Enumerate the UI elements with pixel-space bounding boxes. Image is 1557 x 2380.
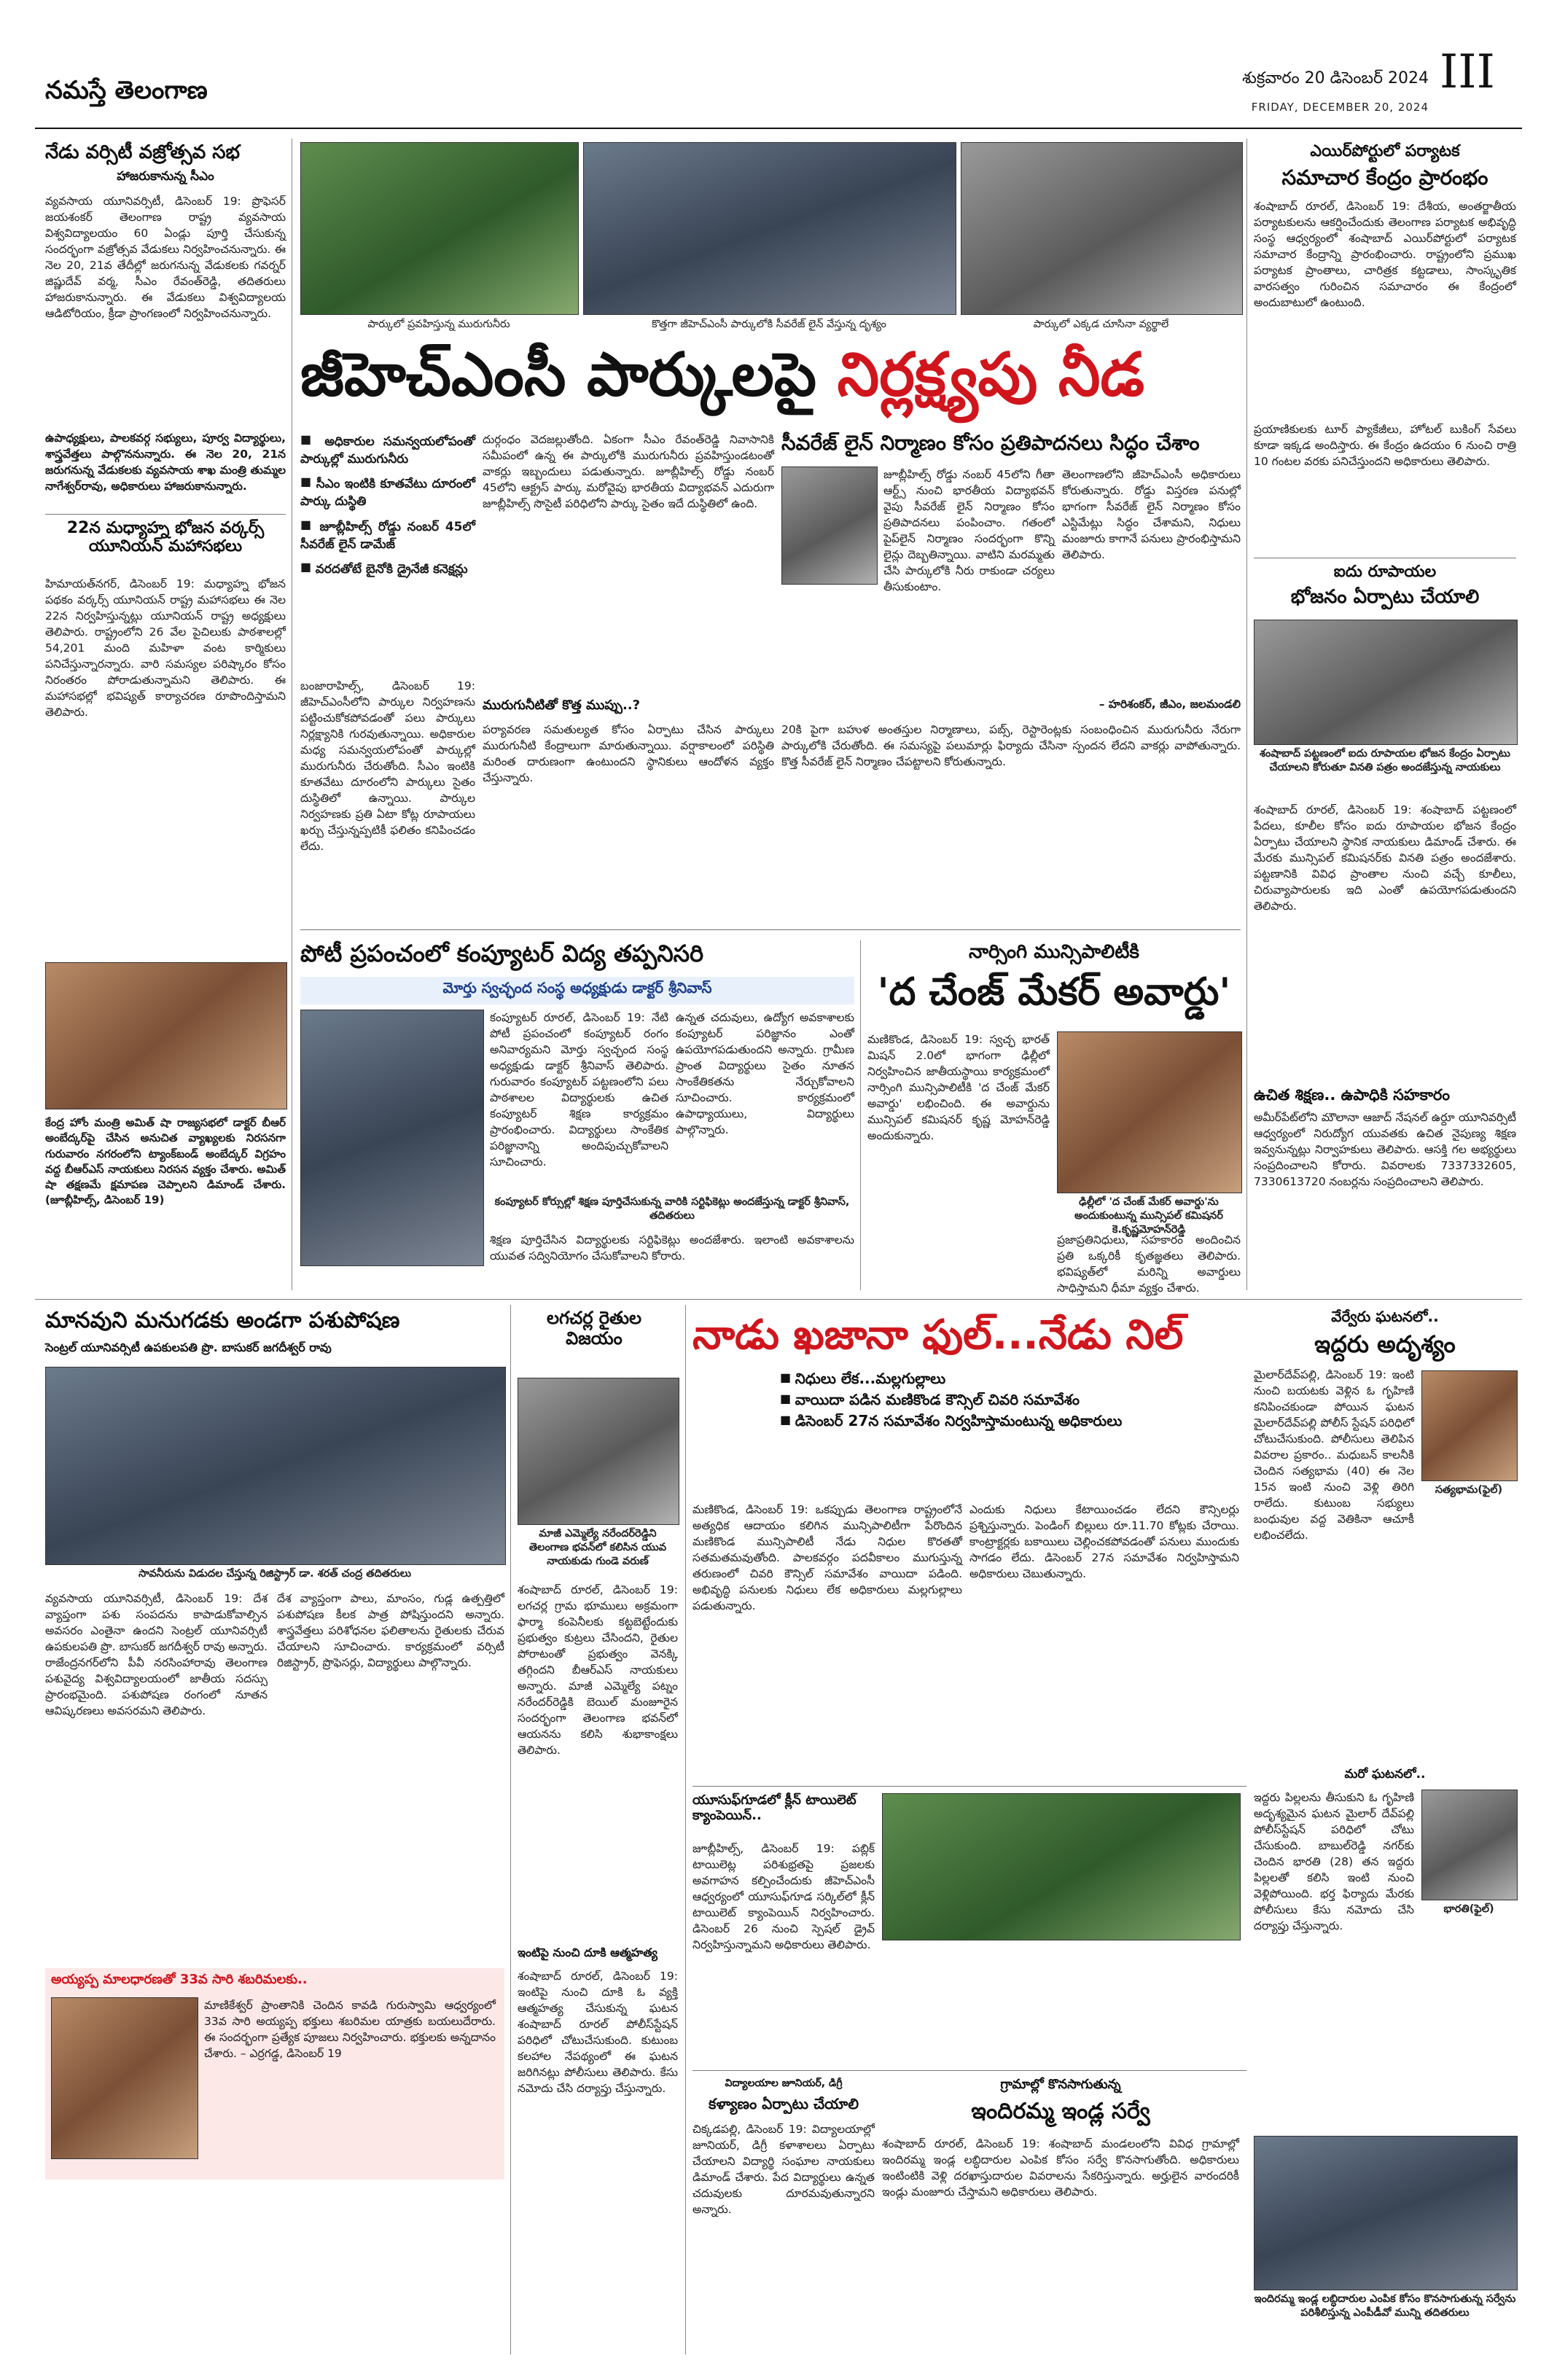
photo-caption: పార్కులో ప్రవహిస్తున్న మురుగునీరు bbox=[367, 319, 510, 330]
quote-author: – హరిశంకర్, జీఎం, జలమండలి bbox=[1099, 698, 1241, 711]
photo-label: భారతి(ఫైల్) bbox=[1443, 1903, 1494, 1915]
story-kicker: విద్యాలయాల జూనియర్, డిగ్రీ bbox=[725, 2077, 843, 2089]
story-title: పోటీ ప్రపంచంలో కంప్యూటర్ విద్య తప్పనిసరి bbox=[300, 940, 704, 967]
story-title: ఇంటిపై నుంచి దూకి ఆత్మహత్య bbox=[518, 1946, 657, 1959]
story-kicker: ఐదు రూపాయల bbox=[1333, 563, 1437, 581]
story-body: ఎందుకు నిధులు కేటాయించడం లేదని కౌన్సిలర్లు ప్రశ్నిస్తున్నారు. పెండింగ్ బిల్లులు రూ.11.70 కోట్లకు చేరాయి. కాంట్రాక్టర్లకు బకాయిలు చెల్లించకపోవడంతో పనులు ముందుకు సాగడం లేదు. డిసెంబర్ 27న సమావేశం నిర్వహిస్తామని అధికారులు చెబుతున్నారు. bbox=[969, 1503, 1239, 1580]
story-body: మణికొండ, డిసెంబర్ 19: ఒకప్పుడు తెలంగాణ రాష్ట్రంలోనే అత్యధిక ఆదాయం కలిగిన మున్సిపాలిటీగా పేరొందిన మణికొండ మున్సిపాలిటీ నేడు నిధుల కొరతతో సతమతమవుతోంది. పాలకవర్గం పదవీకాలం ముగుస్తున్న తరుణంలో చివరి కౌన్సిల్ సమావేశం వాయిదా పడింది. అభివృద్ధి పనులకు నిధులు లేక అధికారులు మల్లగుల్లాలు పడుతున్నారు. bbox=[692, 1503, 962, 1612]
meal-petition-photo bbox=[1254, 620, 1518, 745]
story-body: దుర్గంధం వెదజల్లుతోంది. ఏకంగా సీఎం రేవంత్‌రెడ్డి నివాసానికి సమీపంలో ఉన్న ఈ పార్కులోకి మురుగునీరు ప్రవహిస్తుండటంతో వాకర్లు ఇబ్బందులు పడుతున్నారు. జూబ్లీహిల్స్ రోడ్డు నంబర్ 45లోని ఆక్ట్రస్ పార్కు మరోవైపు భారతీయ విద్యాభవన్ ఎదురుగా జూబ్లీహిల్స్ సొసైటీ పరిధిలోని పార్కు సైతం ఇదే దుస్థితిలో ఉంది. bbox=[483, 433, 774, 510]
story-subtitle: మరో ఘటనలో.. bbox=[1344, 1767, 1426, 1782]
story-body: శంషాబాద్ రూరల్, డిసెంబర్ 19: లగచర్ల గ్రామ భూములు అక్రమంగా ఫార్మా కంపెనీలకు కట్టబెట్టేందుకు ప్రభుత్వం కుట్రలు చేసిందని, రైతుల పోరాటంతో ప్రభుత్వం వెనక్కి తగ్గిందని బీఆర్ఎస్ నాయకులు అన్నారు. మాజీ ఎమ్మెల్యే పట్నం నరేందర్‌రెడ్డికి బెయిల్ మంజూరైన సందర్భంగా తెలంగాణ భవన్‌లో ఆయనను కలిసి శుభాకాంక్షలు తెలిపారు. bbox=[518, 1583, 678, 1757]
meeting-photo bbox=[518, 1378, 679, 1525]
story-kicker: వేర్వేరు ఘటనలో.. bbox=[1331, 1308, 1439, 1325]
photo-caption: పార్కులో ఎక్కడ చూసినా వ్యర్థాలే bbox=[1033, 319, 1169, 330]
story-body-highlight: ఉపాధ్యక్షులు, పాలకవర్గ సభ్యులు, పూర్వ విద్యార్థులు, శాస్త్రవేత్తలు పాల్గొననున్నారు. ఈ నెల 20, 21న జరుగనున్న వేడుకలకు వ్యవసాయ శాఖ మంత్రి తుమ్మల నాగేశ్వర్‌రావు, అధికారులు హాజరుకానున్నారు. bbox=[45, 432, 286, 493]
headline-black: జీహెచ్‌ఎంసీ పార్కులపై bbox=[300, 340, 817, 410]
park-waste-photo bbox=[961, 142, 1243, 315]
story-body: అమీర్‌పేట్‌లోని మౌలానా ఆజాద్ నేషనల్ ఉర్దూ యూనివర్సిటీ ఆధ్వర్యంలో నిరుద్యోగ యువతకు ఉచిత నైపుణ్య శిక్షణ ఇవ్వనున్నట్లు నిర్వాహకులు తెలిపారు. ఆసక్తి గల అభ్యర్థులు సంప్రదించాలని కోరారు. వివరాలకు 7337332605, 7330613720 నంబర్లను సంప్రదించాలని తెలిపారు. bbox=[1254, 1111, 1516, 1188]
story-body: శంషాబాద్ రూరల్, డిసెంబర్ 19: ఇంటిపై నుంచి దూకి ఓ వ్యక్తి ఆత్మహత్య చేసుకున్న ఘటన శంషాబాద్ రూరల్ పోలీస్‌స్టేషన్ పరిధిలో చోటుచేసుకుంది. కుటుంబ కలహాల నేపథ్యంలో ఈ ఘటన జరిగినట్లు పోలీసులు తెలిపారు. కేసు నమోదు చేసి దర్యాప్తు చేస్తున్నారు. bbox=[518, 1970, 678, 2095]
award-photo bbox=[1057, 1031, 1242, 1193]
story-title: భోజనం ఏర్పాటు చేయాలి bbox=[1290, 586, 1480, 608]
section-rule bbox=[35, 1299, 1522, 1300]
story-body: శంషాబాద్ రూరల్, డిసెంబర్ 19: దేశీయ, అంతర్జాతీయ పర్యాటకులను ఆకర్షించేందుకు తెలంగాణ పర్యాటక అభివృద్ధి సంస్థ ఆధ్వర్యంలో శంషాబాద్ ఎయిర్‌పోర్టులో పర్యాటక సమాచార కేంద్రాన్ని ప్రారంభించారు. రాష్ట్రంలోని ప్రముఖ పర్యాటక ప్రాంతాలు, చారిత్రక కట్టడాలు, సాంస్కృతిక వారసత్వం గురించిన సమాచారం ఈ కేంద్రంలో అందుబాటులో ఉంటుంది. bbox=[1254, 200, 1516, 309]
story-body: చిక్కడపల్లి, డిసెంబర్ 19: విద్యాలయాల్లో జూనియర్, డిగ్రీ కళాశాలలు ఏర్పాటు చేయాలని విద్యార్థి సంఘాల నాయకులు డిమాండ్ చేశారు. పేద విద్యార్థులు ఉన్నత చదువులకు దూరమవుతున్నారని అన్నారు. bbox=[692, 2123, 875, 2216]
computer-training-photo bbox=[300, 1010, 484, 1266]
story-body: దేశ వ్యాప్తంగా పాలు, మాంసం, గుడ్ల ఉత్పత్తిలో పశుపోషణ కీలక పాత్ర పోషిస్తుందని అన్నారు. శాస్త్రవేత్తలు పరిశోధనల ఫలితాలను రైతులకు చేరువ చేయాలని సూచించారు. కార్యక్రమంలో వర్సిటీ రిజిస్ట్రార్, ప్రొఫెసర్లు, విద్యార్థులు పాల్గొన్నారు. bbox=[277, 1592, 504, 1669]
photo-caption: సావనీరును విడుదల చేస్తున్న రిజిస్ట్రార్ డా. శరత్ చంద్ర తదితరులు bbox=[138, 1568, 411, 1580]
story-body: శంషాబాద్ రూరల్, డిసెంబర్ 19: శంషాబాద్ మండలంలోని వివిధ గ్రామాల్లో ఇందిరమ్మ ఇండ్ల లబ్ధిదారుల ఎంపిక కోసం సర్వే కొనసాగుతోంది. అధికారులు ఇంటింటికి వెళ్లి దరఖాస్తుదారుల వివరాలను సేకరిస్తున్నారు. అర్హులైన వారందరికీ ఇండ్లు మంజూరు చేస్తామని అధికారులు తెలిపారు. bbox=[882, 2137, 1239, 2198]
story-title: కళ్యాణం ఏర్పాటు చేయాలి bbox=[709, 2095, 859, 2112]
toilet-campaign-photo bbox=[882, 1793, 1241, 1940]
story-title: ఇందిరమ్మ ఇండ్ల సర్వే bbox=[971, 2099, 1150, 2124]
section-head: మురుగునీటితో కొత్త ముప్పు..? bbox=[483, 698, 641, 713]
bullet-item: ■ డిసెంబర్ 27న సమావేశం నిర్వహిస్తామంటున్న అధికారులు bbox=[780, 1413, 1246, 1429]
photo-caption: ఇందిరమ్మ ఇండ్ల లబ్ధిదారుల ఎంపిక కోసం కొనసాగుతున్న సర్వేను పరిశీలిస్తున్న ఎంపీడీవో మున్ని తదితరులు bbox=[1254, 2293, 1516, 2319]
paper-name: నమస్తే తెలంగాణ bbox=[45, 76, 208, 105]
story-body: హిమాయత్‌నగర్, డిసెంబర్ 19: మధ్యాహ్న భోజన పథకం వర్కర్స్ యూనియన్ రాష్ట్ర మహాసభలు ఈ నెల 22న నిర్వహిస్తున్నట్లు యూనియన్ రాష్ట్ర అధ్యక్షులు తెలిపారు. రాష్ట్రంలోని 26 వేల పైచిలుకు పాఠశాలల్లో 54,201 మంది మహిళా వంట కార్మికులు పనిచేస్తున్నారన్నారు. వారి సమస్యల పరిష్కారం కోసం నిరంతరం పోరాడుతున్నామని తెలిపారు. ఈ మహాసభల్లో భవిష్యత్ కార్యాచరణ రూపొందిస్తామని తెలిపారు. bbox=[45, 577, 286, 719]
story-title: నేడు వర్సిటీ వజ్రోత్సవ సభ bbox=[45, 141, 241, 163]
headline-bullets bbox=[300, 432, 475, 665]
story-title: ఉచిత శిక్షణ.. ఉపాధికి సహకారం bbox=[1254, 1086, 1451, 1104]
story-body: 20కి పైగా బహుళ అంతస్తుల నిర్మాణాలు, పబ్స్, రెస్టారెంట్లకు సంబంధించిన మురుగునీరు నేరుగా పార్కులోకి చేరుతోంది. ఈ సమస్యపై పలుమార్లు ఫిర్యాదు చేసినా స్పందన లేదని వాకర్లు వాపోతున్నారు. కొత్త సీవరేజ్ లైన్ నిర్మాణం చేపట్టాలని కోరుతున్నారు. bbox=[781, 723, 1241, 768]
bullet-item: ■ వాయిదా పడిన మణికొండ కౌన్సిల్ చివరి సమావేశం bbox=[780, 1392, 1246, 1408]
bullet-item: ■ వరదతోటే బైనోకి డ్రైనేజీ కనెక్షన్లు bbox=[300, 559, 475, 578]
sub-quote: సీవరేజ్ లైన్ నిర్మాణం కోసం ప్రతిపాదనలు సిద్ధం చేశాం bbox=[781, 431, 1200, 455]
story-title: అయ్యప్ప మాలధారణతో 33వ సారి శబరిమలకు.. bbox=[51, 1972, 308, 1987]
divider bbox=[692, 1786, 1246, 1787]
story-title: లగచర్ల రైతుల విజయం bbox=[546, 1308, 642, 1349]
column-divider bbox=[1246, 138, 1247, 1290]
protest-photo bbox=[45, 962, 287, 1109]
sewerage-line-photo bbox=[583, 142, 956, 315]
page-number: III bbox=[1440, 45, 1495, 99]
bullet-item: ■ జూబ్లీహిల్స్ రోడ్డు నంబర్ 45లో సీవరేజ్ లైన్ డామేజ్ bbox=[300, 517, 475, 553]
story-body: మైలార్‌దేవ్‌పల్లి, డిసెంబర్ 19: ఇంటి నుంచి బయటకు వెళ్లిన ఓ గృహిణి కనిపించకుండా పోయిన ఘటన మైలార్‌దేవ్‌పల్లి పోలీస్ స్టేషన్ పరిధిలో చోటుచేసుకుంది. పోలీసులు తెలిపిన వివరాల ప్రకారం.. మధుబన్ కాలనీకి చెందిన సత్యభామ (40) ఈ నెల 15న ఇంటి నుంచి వెళ్లి తిరిగి రాలేదు. కుటుంబ సభ్యులు బంధువుల వద్ద వెతికినా ఆచూకీ లభించలేదు. bbox=[1254, 1368, 1414, 1542]
photo-caption: కొత్తగా జీహెచ్‌ఎంసీ పార్కులోకి సీవరేజ్ లైన్ వేస్తున్న దృశ్యం bbox=[652, 319, 886, 330]
main-headline bbox=[300, 341, 1241, 421]
photo-label: సత్యభామ(ఫైల్) bbox=[1435, 1484, 1503, 1496]
story-body: వ్యవసాయ యూనివర్సిటీ, డిసెంబర్ 19: ప్రొఫెసర్ జయశంకర్ తెలంగాణ రాష్ట్ర వ్యవసాయ విశ్వవిద్యాలయం 60 ఏండ్లు పూర్తి చేసుకున్న సందర్భంగా వజ్రోత్సవ వేడుకలు నిర్వహించనున్నారు. ఈ నెల 20, 21వ తేదీల్లో జరుగనున్న వేడుకలకు గవర్నర్ జిష్ణుదేవ్ వర్మ, సీఎం రేవంత్‌రెడ్డి, తదితరులు హాజరుకానున్నారు. ఈ వేడుకలు విశ్వవిద్యాలయ ఆడిటోరియం, క్రీడా ప్రాంగణంలో నిర్వహించనున్నారు. bbox=[45, 195, 286, 320]
missing-woman-photo bbox=[1421, 1790, 1518, 1900]
bullet-item: ■ సీఎం ఇంటికి కూతవేటు దూరంలో పార్కు దుస్థితి bbox=[300, 474, 475, 510]
story-body: శంషాబాద్ రూరల్, డిసెంబర్ 19: శంషాబాద్ పట్టణంలో పేదలు, కూలీల కోసం ఐదు రూపాయల భోజన కేంద్రం ఏర్పాటు చేయాలని స్థానిక నాయకులు డిమాండ్ చేశారు. ఈ మేరకు మున్సిపల్ కమిషనర్‌కు వినతి పత్రం అందజేశారు. పట్టణానికి వివిధ ప్రాంతాల నుంచి వచ్చే కూలీలు, చిరువ్యాపారులకు ఇది ఎంతో ఉపయోగపడుతుందని తెలిపారు. bbox=[1254, 803, 1516, 913]
souvenir-release-photo bbox=[45, 1367, 506, 1565]
photo-caption: మాజీ ఎమ్మెల్యే నరేందర్‌రెడ్డిని తెలంగాణ భవన్‌లో కలిసిన యువ నాయకుడు గుండె వరుణ్ bbox=[528, 1528, 667, 1567]
story-body: జూబ్లీహిల్స్ రోడ్డు నంబర్ 45లోని గీతా ఆర్ట్స్ నుంచి భారతీయ విద్యాభవన్ వైపు సీవరేజ్ లైన్ నిర్మాణం కోసం ప్రతిపాదనలు పంపించాం. గతంలో పైప్‌లైన్ నిర్మాణం సందర్భంగా కొన్ని లైన్లు దెబ్బతిన్నాయి. వాటిని మరమ్మతు చేసి పార్కులోకి నీరు రాకుండా చర్యలు తీసుకుంటాం. bbox=[883, 468, 1055, 593]
column-divider bbox=[860, 940, 861, 1290]
bullet-item: ■ నిధులు లేక...మల్లగుల్లాలు bbox=[780, 1370, 1246, 1387]
column-divider bbox=[510, 1305, 511, 2354]
story-title: 22న మధ్యాహ్న భోజన వర్కర్స్ యూనియన్ మహాసభలు bbox=[66, 519, 265, 556]
divider bbox=[300, 929, 1241, 930]
story-body: ప్రయాణికులకు టూర్ ప్యాకేజీలు, హోటల్ బుకింగ్ సేవలు కూడా ఇక్కడ అందిస్తారు. ఈ కేంద్రం ఉదయం 6 నుంచి రాత్రి 10 గంటల వరకు పనిచేస్తుందని అధికారులు తెలిపారు. bbox=[1254, 423, 1516, 468]
bullet-item: ■ అధికారుల సమన్వయలోపంతో పార్కుల్లో మురుగునీరు bbox=[300, 432, 475, 468]
story-kicker: ఎయిర్‌పోర్టులో పర్యాటక bbox=[1310, 142, 1460, 160]
photo-caption: శంషాబాద్ పట్టణంలో ఐదు రూపాయల భోజన కేంద్రం ఏర్పాటు చేయాలని కోరుతూ వినతి పత్రం అందజేస్తున్న నాయకులు bbox=[1260, 748, 1510, 773]
photo-story-caption: కేంద్ర హోం మంత్రి అమిత్ షా రాజ్యసభలో డాక్టర్ బీఆర్ అంబేద్కర్‌పై చేసిన అనుచిత వ్యాఖ్యలకు నిరసనగా గురువారం నగరంలోని ట్యాంక్‌బండ్ అంబేద్కర్ విగ్రహం వద్ద బీఆర్ఎస్ నాయకులు నిరసన వ్యక్తం చేశారు. అమిత్ షా తక్షణమే క్షమాపణ చెప్పాలని డిమాండ్ చేశారు. (జూబ్లీహిల్స్, డిసెంబర్ 19) bbox=[45, 1116, 286, 1207]
story-body: ప్రజాప్రతినిధులు, సహకారం అందించిన ప్రతి ఒక్కరికీ కృతజ్ఞతలు తెలిపారు. భవిష్యత్‌లో మరిన్ని అవార్డులు సాధిస్తామని ధీమా వ్యక్తం చేశారు. bbox=[1057, 1233, 1241, 1295]
story-body: ఉన్నత చదువులు, ఉద్యోగ అవకాశాలకు కంప్యూటర్ పరిజ్ఞానం ఎంతో ఉపయోగపడుతుందని అన్నారు. గ్రామీణ ప్రాంత విద్యార్థులు సైతం నూతన సాంకేతికతను నేర్చుకోవాలని సూచించారు. కార్యక్రమంలో ఉపాధ్యాయులు, విద్యార్థులు పాల్గొన్నారు. bbox=[676, 1011, 854, 1136]
story-body: వ్యవసాయ యూనివర్సిటీ, డిసెంబర్ 19: దేశ వ్యాప్తంగా పశు సంపదను కాపాడుకోవాల్సిన అవసరం ఎంతైనా ఉందని సెంట్రల్ యూనివర్సిటీ ఉపకులపతి ప్రొ. బాసుకర్ జగదీశ్వర్ రావు అన్నారు. రాజేంద్రనగర్‌లోని పీవీ నరసింహారావు తెలంగాణ పశువైద్య విశ్వవిద్యాలయంలో జాతీయ సదస్సు ప్రారంభమైంది. పశుపోషణ రంగంలో నూతన ఆవిష్కరణలు అవసరమని తెలిపారు. bbox=[45, 1592, 268, 1717]
story-body: శిక్షణ పూర్తిచేసిన విద్యార్థులకు సర్టిఫికెట్లు అందజేశారు. ఇలాంటి అవకాశాలను యువత సద్వినియోగం చేసుకోవాలని కోరారు. bbox=[490, 1233, 854, 1263]
story-subtitle: సెంట్రల్ యూనివర్సిటీ ఉపకులపతి ప్రొ. బాసుకర్ జగదీశ్వర్ రావు bbox=[45, 1341, 332, 1354]
park-sewage-photo bbox=[300, 142, 579, 315]
story-title: సమాచార కేంద్రం ప్రారంభం bbox=[1281, 165, 1488, 190]
story-title: యూసుఫ్‌గూడలో క్లీన్ టాయిలెట్ క్యాంపెయిన్.. bbox=[692, 1792, 856, 1823]
devotees-photo bbox=[51, 1997, 198, 2159]
story-body: మణికొండ, డిసెంబర్ 19: స్వచ్ఛ భారత్ మిషన్ 2.0లో భాగంగా ఢిల్లీలో నిర్వహించిన జాతీయస్థాయి కార్యక్రమంలో నార్సింగి మున్సిపాలిటీకి 'ద చేంజ్ మేకర్ అవార్డు' లభించింది. ఈ అవార్డును మున్సిపల్ కమిషనర్ కృష్ణ మోహన్‌రెడ్డి అందుకున్నారు. bbox=[867, 1033, 1050, 1142]
story-body: మాణికేశ్వర్ ప్రాంతానికి చెందిన కావడి గురుస్వామి ఆధ్వర్యంలో 33వ సారి అయ్యప్ప భక్తులు శబరిమల యాత్రకు బయలుదేరారు. ఈ సందర్భంగా ప్రత్యేక పూజలు నిర్వహించారు. భక్తులకు అన్నదానం చేశారు. – ఎర్రగడ్డ, డిసెంబర్ 19 bbox=[204, 1999, 496, 2060]
divider bbox=[692, 2070, 1246, 2071]
story-title: 'ద చేంజ్ మేకర్ అవార్డు' bbox=[877, 970, 1231, 1014]
ayyappa-box bbox=[45, 1968, 504, 2180]
story-title: నాడు ఖజానా ఫుల్...నేడు నిల్ bbox=[692, 1311, 1184, 1359]
story-kicker: గ్రామాల్లో కొనసాగుతున్న bbox=[1000, 2077, 1121, 2092]
photo-caption: కంప్యూటర్ కోర్సుల్లో శిక్షణ పూర్తిచేసుకున్న వారికి సర్టిఫికెట్లు అందజేస్తున్న డాక్టర్ శ్రీనివాస్, తదితరులు bbox=[494, 1196, 850, 1222]
masthead-rule bbox=[35, 128, 1522, 129]
story-title: మానవుని మనుగడకు అండగా పశుపోషణ bbox=[45, 1308, 400, 1333]
story-body: పర్యావరణ సమతుల్యత కోసం ఏర్పాటు చేసిన పార్కులు మురుగునీటి కేంద్రాలుగా మారుతున్నాయి. వర్షాకాలంలో పరిస్థితి మరింత దారుణంగా ఉంటుందని స్థానికులు ఆందోళన వ్యక్తం చేస్తున్నారు. bbox=[483, 723, 774, 784]
story-body: కంప్యూటర్ రూరల్, డిసెంబర్ 19: నేటి పోటీ ప్రపంచంలో కంప్యూటర్ రంగం అనివార్యమని మోర్తు స్వచ్ఛంద సంస్థ అధ్యక్షుడు డాక్టర్ శ్రీనివాస్ తెలిపారు. గురువారం కంప్యూటర్ పట్టణంలోని పలు పాఠశాలల విద్యార్థులకు ఉచిత కంప్యూటర్ శిక్షణ కార్యక్రమం ప్రారంభించారు. విద్యార్థులు సాంకేతిక పరిజ్ఞానాన్ని అందిపుచ్చుకోవాలని సూచించారు. bbox=[490, 1011, 668, 1168]
story-bullets bbox=[780, 1370, 1246, 1487]
story-kicker: నార్సింగి మున్సిపాలిటీకి bbox=[969, 941, 1139, 963]
headline-red: నిర్లక్ష్యపు నీడ bbox=[837, 340, 1145, 410]
story-title: ఇద్దరు అదృశ్యం bbox=[1314, 1330, 1456, 1358]
official-portrait bbox=[781, 467, 878, 585]
column-divider bbox=[685, 1305, 686, 2354]
story-body: బంజారాహిల్స్, డిసెంబర్ 19: జీహెచ్‌ఎంసీలోని పార్కుల నిర్వహణను పట్టించుకోకపోవడంతో పలు పార్కులు నిర్లక్ష్యానికి గురవుతున్నాయి. అధికారుల మధ్య సమన్వయలోపంతో పార్కుల్లో మురుగునీరు చేరుతోంది. సీఎం ఇంటికి కూతవేటు దూరంలోని పార్కులు సైతం దుస్థితిలో ఉన్నాయి. పార్కుల నిర్వహణకు ప్రతి ఏటా కోట్ల రూపాయలు ఖర్చు చేస్తున్నప్పటికీ ఫలితం కనిపించడం లేదు. bbox=[300, 679, 475, 853]
story-body: జూబ్లీహిల్స్, డిసెంబర్ 19: పబ్లిక్ టాయిలెట్ల పరిశుభ్రతపై ప్రజలకు అవగాహన కల్పించేందుకు జీహెచ్‌ఎంసీ ఆధ్వర్యంలో యూసుఫ్‌గూడ సర్కిల్‌లో క్లీన్ టాయిలెట్ క్యాంపెయిన్ నిర్వహించారు. డిసెంబర్ 26 నుంచి స్పెషల్ డ్రైవ్ నిర్వహిస్తున్నామని అధికారులు తెలిపారు. bbox=[692, 1842, 875, 1951]
date-telugu: శుక్రవారం 20 డిసెంబర్ 2024 bbox=[1242, 69, 1429, 87]
story-subtitle: మోర్తు స్వచ్ఛంద సంస్థ అధ్యక్షుడు డాక్టర్ శ్రీనివాస్ bbox=[300, 977, 854, 1004]
missing-woman-photo bbox=[1421, 1370, 1518, 1481]
story-subtitle: హాజరుకానున్న సీఎం bbox=[117, 169, 214, 184]
survey-photo bbox=[1254, 2136, 1518, 2290]
story-body: తెలంగాణలోని జీహెచ్‌ఎంసీ అధికారులు కోరుతున్నారు. రోడ్డు విస్తరణ పనుల్లో భాగంగా సీవరేజ్ లైన్ నిర్మాణం కోసం ఎస్టిమేట్లు సిద్ధం చేశామని, నిధులు మంజూరు కాగానే పనులు ప్రారంభిస్తామని తెలిపారు. bbox=[1062, 468, 1241, 561]
photo-caption: ఢిల్లీలో 'ద చేంజ్ మేకర్ అవార్డు'ను అందుకుంటున్న మున్సిపల్ కమిషనర్ కె.కృష్ణమోహన్‌రెడ్డి bbox=[1074, 1196, 1223, 1236]
story-body: ఇద్దరు పిల్లలను తీసుకుని ఓ గృహిణి అదృశ్యమైన ఘటన మైలార్ దేవ్‌పల్లి పోలీస్‌స్టేషన్ పరిధిలో చోటు చేసుకుంది. బాబుల్‌రెడ్డి నగర్‌కు చెందిన భారతి (28) తన ఇద్దరు పిల్లలతో కలిసి ఇంటి నుంచి వెళ్లిపోయింది. భర్త ఫిర్యాదు మేరకు పోలీసులు కేసు నమోదు చేసి దర్యాప్తు చేస్తున్నారు. bbox=[1254, 1791, 1414, 1932]
divider bbox=[45, 514, 286, 515]
date-english: FRIDAY, DECEMBER 20, 2024 bbox=[1251, 101, 1429, 114]
